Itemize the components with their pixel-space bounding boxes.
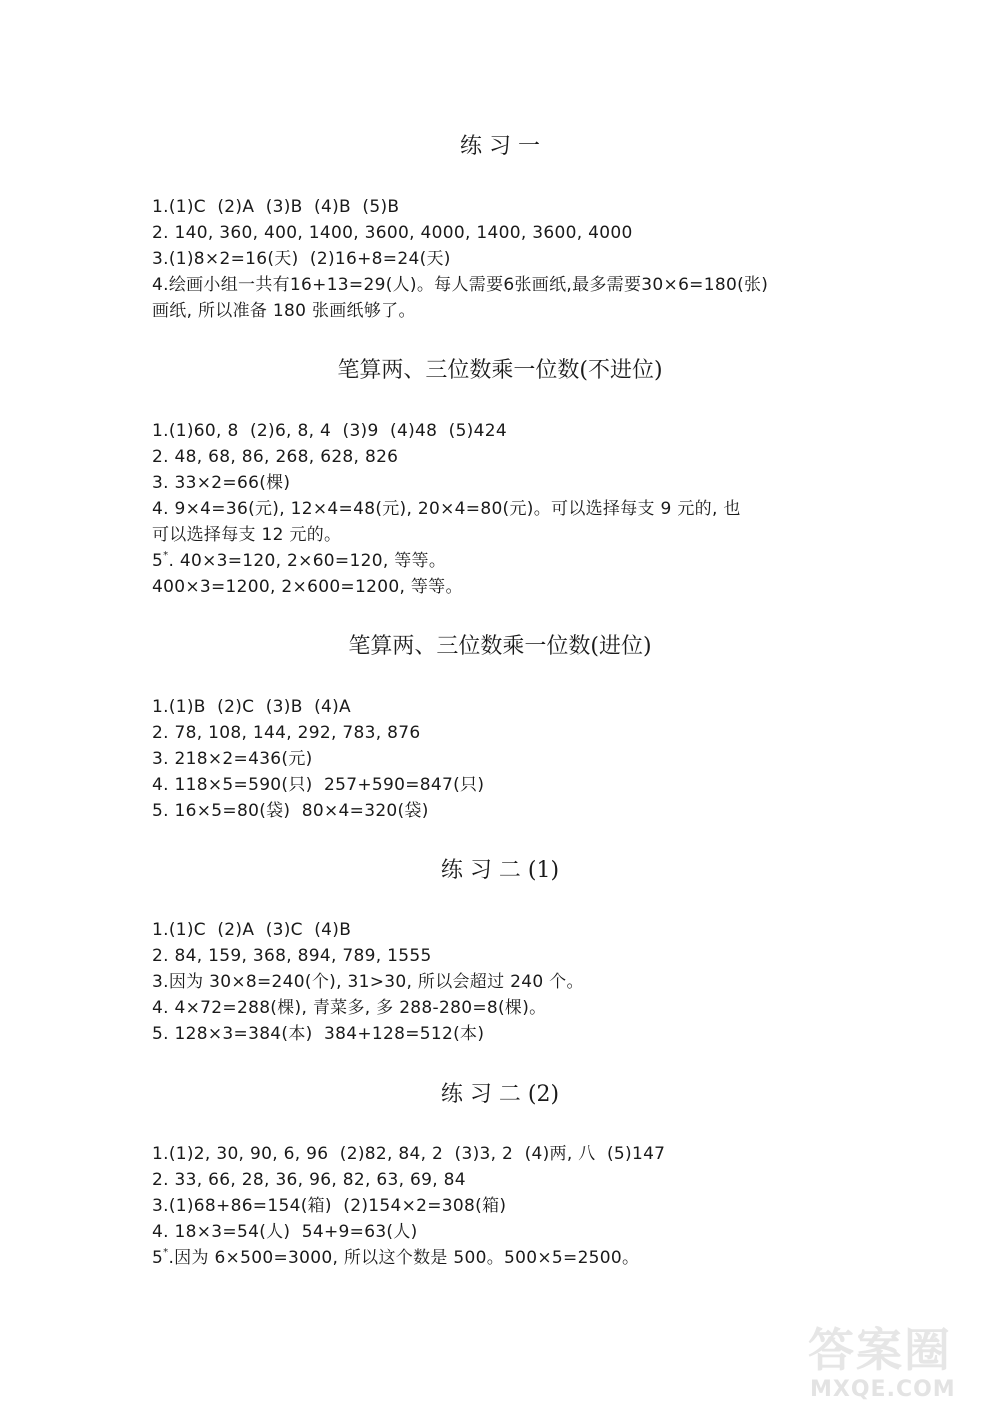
answer-line: 400×3=1200, 2×600=1200, 等等。 [152, 577, 463, 597]
answer-line: 4. 4×72=288(棵), 青菜多, 多 288-280=8(棵)。 [152, 998, 547, 1018]
answer-line: 3. 218×2=436(元) [152, 749, 313, 769]
item-number: 5 [152, 551, 164, 571]
answer-line: 3.(1)68+86=154(箱) (2)154×2=308(箱) [152, 1196, 507, 1216]
answer-line: 3.因为 30×8=240(个), 31>30, 所以会超过 240 个。 [152, 972, 584, 992]
answer-line: 4.绘画小组一共有16+13=29(人)。每人需要6张画纸,最多需要30×6=180(张) [152, 275, 769, 295]
answer-line-starred [152, 550, 446, 572]
answer-line: 2. 140, 360, 400, 1400, 3600, 4000, 1400, 3600, 4000 [152, 223, 633, 243]
watermark-logo [808, 1325, 988, 1407]
answer-line: 2. 78, 108, 144, 292, 783, 876 [152, 723, 421, 743]
star-mark: * [163, 1247, 169, 1258]
section-title-practice-2-1: 练 习 二 (1) [440, 858, 560, 883]
answer-line: 4. 118×5=590(只) 257+590=847(只) [152, 775, 485, 795]
section-title-no-carry: 笔算两、三位数乘一位数(不进位) [337, 358, 663, 383]
answer-line: 3.(1)8×2=16(天) (2)16+8=24(天) [152, 249, 451, 269]
answer-line: 1.(1)2, 30, 90, 6, 96 (2)82, 84, 2 (3)3, 2 (4)两, 八 (5)147 [152, 1144, 666, 1164]
answer-line: 3. 33×2=66(棵) [152, 473, 291, 493]
item-text: .因为 6×500=3000, 所以这个数是 500。500×5=2500。 [168, 1248, 640, 1268]
watermark-url: MXQE.COM [810, 1377, 956, 1402]
answer-line: 可以选择每支 12 元的。 [152, 525, 342, 545]
item-number: 5 [152, 1248, 164, 1268]
section-title-practice-1: 练 习 一 [460, 134, 540, 159]
section-title-with-carry: 笔算两、三位数乘一位数(进位) [348, 634, 652, 659]
section-title-practice-2-2: 练 习 二 (2) [440, 1082, 560, 1107]
watermark-glyphs: 答案圈 [808, 1323, 952, 1377]
answer-line: 1.(1)B (2)C (3)B (4)A [152, 697, 351, 717]
answer-line: 5. 16×5=80(袋) 80×4=320(袋) [152, 801, 429, 821]
answer-line: 1.(1)C (2)A (3)B (4)B (5)B [152, 197, 400, 217]
answer-line: 4. 18×3=54(人) 54+9=63(人) [152, 1222, 418, 1242]
answer-line: 2. 33, 66, 28, 36, 96, 82, 63, 69, 84 [152, 1170, 466, 1190]
answer-line: 2. 84, 159, 368, 894, 789, 1555 [152, 946, 432, 966]
answer-line: 画纸, 所以准备 180 张画纸够了。 [152, 301, 416, 321]
answer-line: 5. 128×3=384(本) 384+128=512(本) [152, 1024, 485, 1044]
answer-line-starred [152, 1247, 639, 1269]
item-text: . 40×3=120, 2×60=120, 等等。 [168, 551, 447, 571]
answer-line: 4. 9×4=36(元), 12×4=48(元), 20×4=80(元)。可以选择每支 9 元的, 也 [152, 499, 741, 519]
answer-line: 2. 48, 68, 86, 268, 628, 826 [152, 447, 399, 467]
star-mark: * [163, 550, 169, 561]
answer-line: 1.(1)60, 8 (2)6, 8, 4 (3)9 (4)48 (5)424 [152, 421, 507, 441]
answer-line: 1.(1)C (2)A (3)C (4)B [152, 920, 352, 940]
